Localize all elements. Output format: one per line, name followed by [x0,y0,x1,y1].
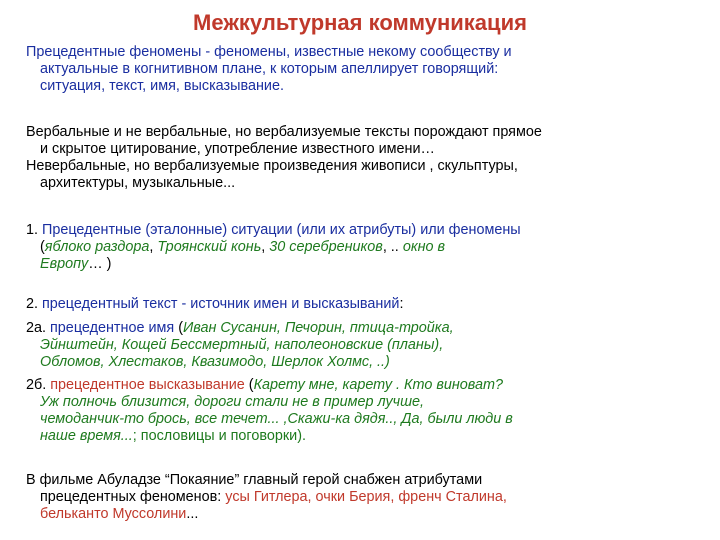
intro-line-3: ситуация, текст, имя, высказывание. [40,78,284,94]
slide-title: Межкультурная коммуникация [193,10,527,35]
item-1-line-2 [26,239,706,256]
item-2a-num: 2а. [26,320,51,336]
ellipsis: ... [186,506,199,522]
colon: : [217,489,226,505]
item-2 [26,296,706,313]
sep: , [149,239,158,255]
item-2-line [26,296,706,313]
paren: ( [40,239,45,255]
item-1-num: 1. [26,222,42,238]
item-2b-examples-1: Карету мне, карету . Кто виноват? [253,377,503,393]
intro-line-1: Прецедентные феномены - феномены, известные некому сообществу и [26,44,512,60]
verbal-block [26,124,706,192]
sep: , .. [382,239,403,255]
item-2a-examples-2: Эйнштейн, Кощей Бессмертный, наполеоновские (планы), [40,337,444,353]
film-line-1: В фильме Абуладзе “Покаяние” главный герой снабжен атрибутами [26,472,483,488]
item-2b-line-1 [26,377,706,394]
film-block [26,472,706,523]
example-horse: Троянский конь [157,239,262,255]
item-1-line-3 [26,256,706,273]
example-window: окно в [402,239,446,255]
paren: ( [244,377,254,393]
film-line-2 [26,489,706,506]
film-phenomena: прецедентных феноменов [40,489,218,505]
item-2b-examples-4: наше время... [40,428,133,444]
verbal-line-2: и скрытое цитирование, употребление известного имени… [40,141,435,157]
verbal-line-3: Невербальные, но вербализуемые произведения живописи , скульптуры, [26,158,518,174]
verbal-line-4: архитектуры, музыкальные... [40,175,236,191]
item-2b [26,377,706,445]
item-2a-line-1 [26,320,706,337]
intro-block [26,44,706,95]
item-1 [26,222,706,273]
item-2a-examples-1: Иван Сусанин, Печорин, птица-тройка, [183,320,454,336]
film-attributes-1: усы Гитлера, очки Берия, френч Сталина, [225,489,507,505]
item-1-head: Прецедентные (эталонные) ситуации (или их атрибуты) или феномены [42,222,521,238]
film-line-3 [26,506,706,523]
item-2a-head: прецедентное имя [50,320,175,336]
item-2b-examples-3: чемоданчик-то брось, все течет... ,Скажи-ка дядя.., Да, были люди в [40,411,513,427]
paren: ( [174,320,183,336]
item-2-num: 2. [26,296,42,312]
item-2b-head: прецедентное высказывание [50,377,245,393]
film-attributes-2: бельканто Муссолини [40,506,187,522]
intro-line-2: актуальные в когнитивном плане, к которым апеллирует говорящий: [40,61,499,77]
item-2b-proverbs: ; пословицы и поговорки). [132,428,306,444]
sep: , [261,239,270,255]
item-2-head: прецедентный текст - источник имен и высказываний [42,296,400,312]
example-europe: Европу [40,256,89,272]
item-2b-num: 2б. [26,377,51,393]
item-1-line-1 [26,222,706,239]
item-2b-line-4 [26,428,706,445]
example-apple: яблоко раздора [44,239,150,255]
verbal-line-1: Вербальные и не вербальные, но вербализуемые тексты порождают прямое [26,124,542,140]
item-2b-examples-2: Уж полночь близится, дороги стали не в пример лучше, [40,394,425,410]
colon: : [399,296,404,312]
item-2a [26,320,706,371]
example-silver: 30 серебреников [269,239,383,255]
item-2a-examples-3: Обломов, Хлестаков, Квазимодо, Шерлок Холмс, ..) [40,354,390,370]
paren-close: … ) [88,256,112,272]
